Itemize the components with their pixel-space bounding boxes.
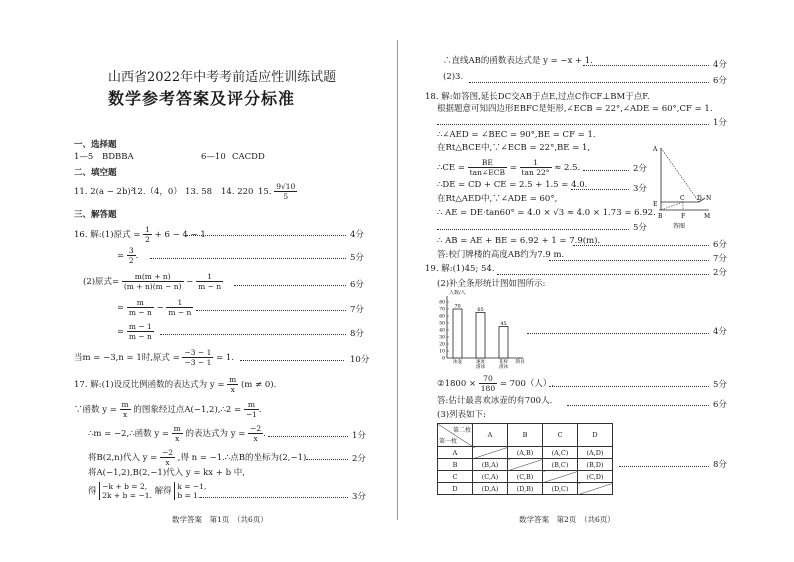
q16-step3 [83,272,223,291]
bar-3 [499,327,508,359]
label-A: A [653,146,658,153]
frac-den: 180 [480,384,496,393]
bar-value-label: 70 [454,303,461,310]
q17-step2-fraction2 [244,400,259,419]
table-row-header: D [438,483,473,495]
q17-step2 [74,400,262,419]
score-q16-step1: 4分 [350,230,364,240]
q16-step6-fraction [182,348,213,367]
score-q18-answer: 7分 [713,254,727,264]
frac-num: 1 [145,225,150,234]
q16-step4 [117,298,193,317]
score-q16-step5: 8分 [350,329,364,339]
leader-dots [469,82,709,83]
q18-step2: 根据题意可知四边形EBFC是矩形,∠ECB = 22°,∠ADE = 60°,CF = 1. [437,104,713,114]
score-q19-step1: 2分 [713,268,727,278]
eq-sign: = [117,303,125,313]
table-cell: (A,B) [508,447,543,459]
table-row [438,483,613,495]
q17-step6-lead: 得 [88,486,97,497]
section-fill: 二、填空题 [74,168,117,178]
table-cell: (D,B) [508,483,543,495]
score-q19-step2: 4分 [713,327,727,337]
y-tick-label: 70 [439,307,445,313]
frac-den: tan∠ECB [469,168,505,177]
leader-dots [240,360,344,361]
fill-13: 13. 58 [185,187,213,197]
table-cell: (B,A) [473,459,508,471]
bar-2 [476,313,485,359]
leader-dots [268,436,348,437]
frac-den: x [230,385,235,394]
q16-step2-fraction [127,246,136,265]
frac-den: m − n [168,308,192,317]
table-cell: (A,D) [578,447,613,459]
corner-top-label: 第二枚 [452,427,471,434]
system-eq1: −k + b = 2, [102,482,148,491]
score-q18-step2: 1分 [713,118,727,128]
q17-step2-fraction1 [120,400,131,419]
table-cell-diagonal [473,447,508,459]
table-col-header: D [578,424,613,447]
score-q17-step3: 1分 [352,431,366,441]
score-q16-step6: 10分 [350,355,370,365]
q18-answer: 答:校门牌楼的高度AB约为7.9 m. [437,250,565,260]
q17-step4-end: ,得 n = −1.∴点B的坐标为(2,−1). [177,453,310,463]
q17-step1-lead: 17. 解:(1)设反比例函数的表达式为 y = [74,380,225,390]
q17-step6-mid: 解得 [154,486,172,497]
q19-step1: 19. 解:(1)45; 54. [425,264,495,274]
q17-step4 [88,448,309,467]
q16-step4-fraction2 [166,298,193,317]
q17-step4-fraction [160,448,175,467]
answer-subtitle: 数学参考答案及评分标准 [108,89,296,108]
frac-num: −2 [162,448,174,457]
table-row [438,471,613,483]
table-cell: (B,D) [578,459,613,471]
frac-num: BE [468,158,507,168]
period: . [258,405,262,415]
minus-sign: − [156,303,164,313]
y-tick-label: 40 [439,328,445,334]
bar-chart [433,290,533,370]
q18-step5-fraction2 [520,158,552,177]
eq-sign: = [117,327,125,337]
leader-dots [567,405,709,406]
score-q17-step6: 3分 [352,492,366,502]
period: . [135,251,139,261]
score-q19-step4: 8分 [713,460,727,470]
answer-page-2 [397,0,794,562]
frac-den: x [165,458,170,467]
q19-step3-lead: ②1800 × [437,379,477,389]
leader-dots [160,334,346,335]
frac-den: −1 [245,410,257,419]
bar-value-label: 65 [477,307,484,313]
table-row-header: C [438,471,473,483]
table-cell: (D,A) [473,483,508,495]
q17-step2-lead: ∵函数 y = [74,405,117,415]
q16-step4-fraction1 [127,298,154,317]
q16-step1-fraction [143,225,152,244]
frac-den: m − n [128,332,152,341]
q17-line-expression: ∴直线AB的函数表达式是 y = −x + 1. [443,56,593,66]
system-eq2: 2k + b = −1. [102,491,152,500]
frac-den: x [122,410,128,419]
label-N: N [706,195,712,202]
q17-step1 [74,375,276,394]
frac-num: 70 [479,374,497,384]
y-tick-label: 0 [442,356,445,362]
q17-step1-fraction [227,375,238,394]
table-row-header: B [438,459,473,471]
choice-range-a: 1—5 [74,152,94,162]
q16-step6-lead: 当m = −3,n = 1时,原式 = [74,353,180,363]
table-col-header: B [508,424,543,447]
table-cell: (C,D) [578,471,613,483]
q16-step3-lead: (2)原式= [83,277,120,287]
label-D: D [697,195,702,202]
score-q18-step6: 3分 [633,184,647,194]
y-tick-label: 80 [439,300,445,306]
label-F: F [681,213,686,220]
q18-step5-lead: ∴CE = [437,163,465,173]
q16-step2 [117,246,138,265]
q18-step5-end: ≈ 2.5. [554,163,581,173]
frac-num: −3 − 1 [184,348,212,357]
table-cell: (B,C) [543,459,578,471]
table-col-header: C [543,424,578,447]
x-tick-label-line2: 滑冰 [499,365,508,370]
label-C: C [680,195,685,202]
q18-step8: ∴ AE = DE·tan60° = 4.0 × √3 ≈ 4.0 × 1.73 = 6.92. [437,208,656,218]
x-tick-label-line1: 花样 [499,360,508,365]
q19-answer: 答:估计最喜欢冰壶的有700人. [437,396,553,406]
equation-system [99,482,152,500]
q17-step3-fraction2 [248,424,263,443]
fill-14: 14. 220 [221,187,254,197]
frac-den: x [253,434,258,443]
fill-15-num: 9√10 [276,182,296,191]
bar-value-label: 45 [500,321,507,327]
fill-15 [258,182,297,201]
q18-figure [649,142,713,230]
fill-15-prefix: 15. [258,187,272,197]
fill-15-den: 5 [283,192,289,201]
q16-step5-fraction [127,322,154,341]
q18-step1: 18. 解:如答图,延长DC交AB于点E,过点C作CF⊥BM于点F. [425,92,650,102]
q18-step5 [437,158,580,177]
x-axis-label: 项目 [515,359,526,365]
score-q19-step3: 5分 [713,380,727,390]
q18-step7: 在Rt△AED中,∵∠ADE = 60°, [437,194,558,204]
q16-step6-end: = 1. [216,353,234,363]
frac-num: −2 [250,424,262,433]
score-q18-step5: 2分 [633,164,647,174]
leader-dots [549,260,709,261]
leader-dots [619,466,709,467]
leader-dots [437,124,709,125]
score-q19-answer: 6分 [713,400,727,410]
q17-step3-fraction1 [172,424,183,443]
q19-step3-fraction [479,374,497,393]
q18-step9: ∴ AB = AE + BE = 6.92 + 1 = 7.9(m). [437,236,601,246]
frac-den: tan 22° [521,168,550,177]
leader-dots [583,65,709,66]
leader-dots [497,274,709,275]
q16-step6 [74,348,234,367]
frac-num: m [244,400,259,410]
score-q16-step3: 6分 [350,280,364,290]
score-q17-line: 4分 [713,60,727,70]
eq-sign: = [509,163,517,173]
frac-num: m [127,298,154,308]
table-cell-diagonal [578,483,613,495]
score-q18-step9: 6分 [713,240,727,250]
q16-step5 [117,322,154,341]
outcome-table [437,423,613,495]
figure-caption: 答图 [673,223,686,230]
table-cell: (C,B) [508,471,543,483]
y-tick-label: 20 [439,342,445,348]
frac-den: x [175,434,180,443]
leader-dots [437,229,629,230]
corner-bottom-label: 第一枚 [439,438,458,445]
label-B: B [658,213,663,220]
leader-dots [527,333,709,334]
frac-den: −3 − 1 [184,358,212,367]
y-tick-label: 30 [439,335,445,341]
y-tick-label: 10 [439,349,445,355]
q18-step4: 在Rt△BCE中,∵∠ECB = 22°,BE = 1, [437,143,591,153]
leader-dots [571,189,629,190]
y-tick-label: 50 [439,321,445,327]
q17-part2: (2)3. [443,72,464,82]
table-header-row [438,424,613,447]
q17-step4-lead: 将B(2,n)代入 y = [88,453,158,463]
q18-step5-fraction1 [468,158,507,177]
q19-step3 [437,374,554,393]
frac-den: m − n [128,308,152,317]
table-row [438,459,613,471]
table-corner [438,424,473,447]
label-M: M [704,213,711,220]
frac-num: m [173,424,181,433]
leader-dots [306,459,348,460]
frac-num: 1 [166,298,193,308]
page-footer-1: 数学答案 第1页 （共6页） [172,515,268,524]
q18-step3: ∴∠AED = ∠BEC = 90°,BE = CF = 1. [437,130,596,140]
q16-step3-fraction1 [122,272,184,291]
sightline-AD [661,148,699,202]
period: . [263,429,266,439]
q16-step1-rest: + 6 − 4 − 1 [154,230,206,240]
exam-title: 山西省2022年中考考前适应性训练试题 [108,70,337,85]
q19-step4: (3)列表如下: [437,410,486,420]
q16-step1-lead: 16. 解:(1)原式 = [74,230,141,240]
x-tick-label-line2: 滑冰 [476,365,485,370]
eq-sign: = [117,251,125,261]
q17-step3-lead: ∴m = −2,∴函数 y = [88,429,169,439]
choice-answers-a: BDBBA [102,152,134,162]
q17-step5: 将A(−1,2),B(2,−1)代入 y = kx + b 中, [88,468,245,478]
q19-step3-end: = 700（人）. [499,379,555,389]
table-cell: (A,C) [543,447,578,459]
score-q17-step4: 2分 [352,454,366,464]
section-solve: 三、解答题 [74,210,117,220]
x-tick-label-line1: 速度 [476,360,485,365]
sightline-BC [661,202,683,210]
score-q17-part2: 6分 [713,76,727,86]
y-axis-label: 人数/人 [449,290,466,296]
score-q16-step2: 5分 [350,253,364,263]
fill-15-fraction [274,182,297,201]
table-row [438,447,613,459]
choice-range-b: 6—10 [201,152,226,162]
leader-dots [200,497,348,498]
bar-1 [453,309,462,358]
x-tick-label: 冰壶 [453,360,462,365]
leader-dots [186,235,346,236]
q16-step3-fraction2 [196,272,223,291]
frac-den: 2 [128,256,134,265]
q17-step3-mid: 的表达式为 y = [185,429,246,439]
fill-11: 11. 2(a − 2b)² [74,187,135,197]
frac-den: m − n [198,282,222,291]
table-cell-diagonal [543,471,578,483]
leader-dots [573,245,709,246]
page-footer-2: 数学答案 第2页 （共6页） [519,515,615,524]
solution-b: b = 1. [177,491,201,500]
leader-dots [150,258,346,259]
frac-num: m − 1 [127,322,154,332]
outcome-table-body [438,424,613,495]
q18-step6: ∴DE = CD + CE = 2.5 + 1.5 = 4.0. [437,180,588,190]
table-cell: (D,C) [543,483,578,495]
y-tick-label: 60 [439,314,445,320]
table-col-header: A [473,424,508,447]
frac-num: m [121,400,129,409]
solution-k: k = −1, [177,482,207,491]
score-q16-step4: 7分 [350,305,364,315]
leader-dots [196,310,346,311]
frac-den: (m + n)(m − n) [123,282,182,291]
score-q18-step8: 5分 [633,223,647,233]
q17-step3 [88,424,266,443]
q19-step2: (2)补全条形统计图如图所示: [437,279,546,289]
frac-num: 3 [128,246,134,255]
label-E: E [653,201,658,208]
leader-dots [583,170,629,171]
frac-num: m(m + n) [122,272,184,282]
table-row-header: A [438,447,473,459]
leader-dots [234,285,346,286]
choice-answers-b: CACDD [232,152,265,162]
q17-step6 [88,482,206,500]
table-cell-diagonal [508,459,543,471]
q17-step2-mid: 的图象经过点A(−1,2),∴2 = [133,405,242,415]
q17-step1-end: (m ≠ 0). [240,380,277,390]
frac-num: 1 [196,272,223,282]
frac-num: 1 [520,158,552,168]
frac-den: 2 [145,235,150,244]
minus-sign: − [186,277,194,287]
leader-dots [549,386,709,387]
section-choice: 一、选择题 [74,140,117,150]
fill-12: 12.（4，0） [132,187,182,197]
frac-num: m [229,375,237,384]
table-cell: (C,A) [473,471,508,483]
